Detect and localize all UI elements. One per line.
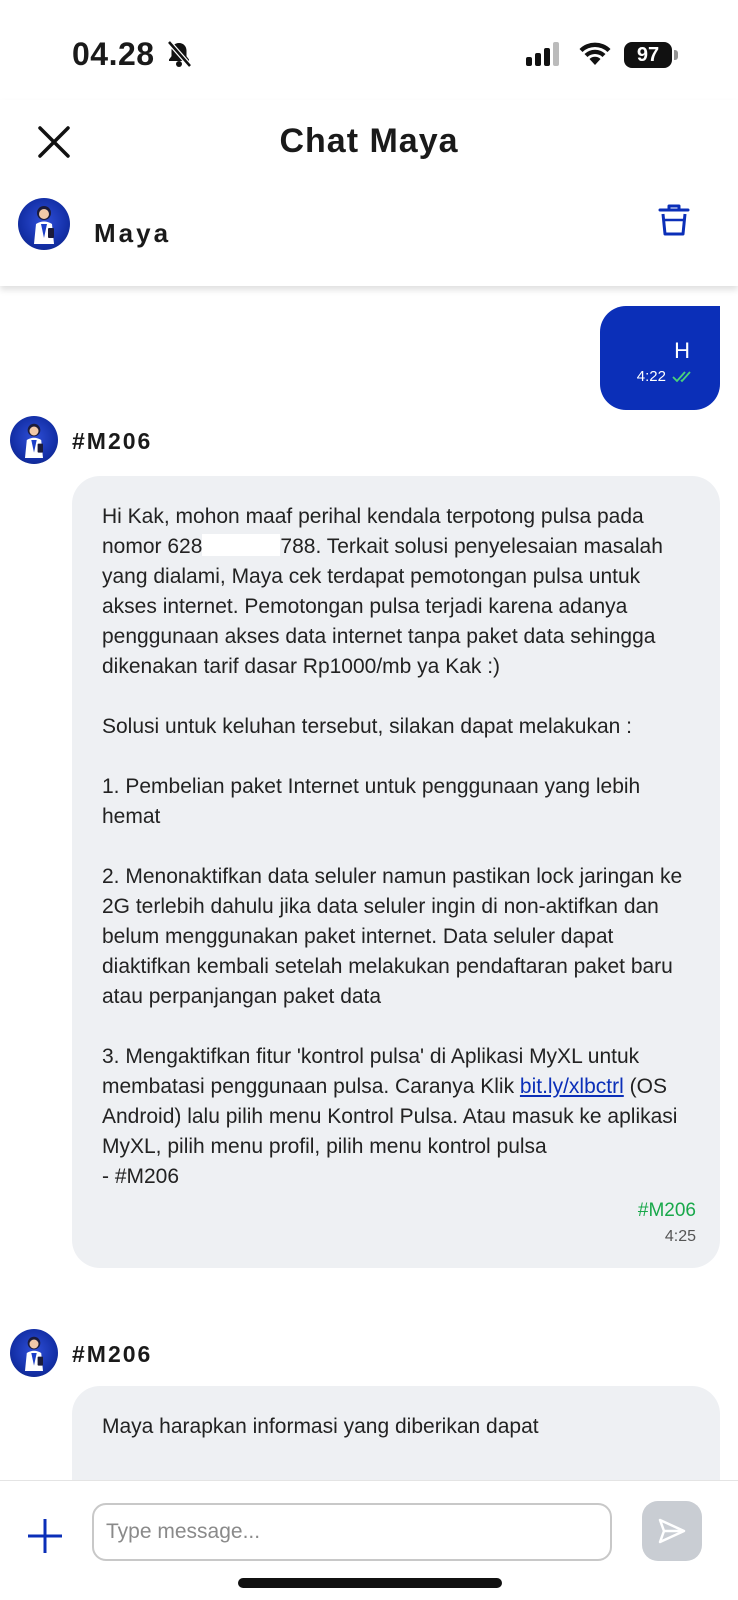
delete-chat-button[interactable] bbox=[654, 200, 694, 240]
message-signature: - #M206 bbox=[102, 1165, 180, 1188]
home-indicator bbox=[238, 1578, 502, 1588]
chat-header bbox=[0, 100, 738, 286]
message-body: Maya harapkan informasi yang diberikan dapat bbox=[102, 1415, 539, 1438]
incoming-message bbox=[72, 476, 720, 1268]
message-input[interactable] bbox=[92, 1503, 612, 1561]
sender-name: #M206 bbox=[72, 428, 153, 454]
outgoing-message bbox=[600, 306, 720, 410]
message-paragraph: 2. Menonaktifkan data seluler namun pastikan lock jaringan ke 2G terlebih dahulu jika data seluler ingin di non-aktifkan dan belum menggunakan paket internet. Data seluler dapat diaktifkan kembali setelah melakukan pendaftaran paket baru atau perpanjangan paket data bbox=[102, 865, 689, 1008]
message-paragraph: Hi Kak, mohon maaf perihal kendala terpotong pulsa pada nomor 628 bbox=[102, 505, 650, 558]
message-time: 4:22 bbox=[636, 368, 666, 385]
message-paragraph: 788. Terkait solusi penyelesaian masalah yang dialami, Maya cek terdapat pemotongan pulsa untuk akses internet. Pemotongan pulsa terjadi karena adanya penggunaan akses data internet tanpa paket data sehingga dikenakan tarif dasar Rp1000/mb ya Kak :) bbox=[102, 535, 669, 678]
double-check-icon bbox=[672, 370, 696, 384]
message-body bbox=[102, 502, 696, 1192]
wifi-icon bbox=[578, 40, 612, 71]
message-time: 4:25 bbox=[664, 1228, 696, 1245]
message-paragraph: (OS Android) lalu pilih menu Kontrol Pulsa. Atau masuk ke aplikasi MyXL, pilih menu profil, pilih menu kontrol pulsa bbox=[102, 1075, 684, 1158]
message-paragraph: Solusi untuk keluhan tersebut, silakan dapat melakukan : bbox=[102, 715, 632, 738]
message-paragraph: 3. Mengaktifkan fitur 'kontrol pulsa' di Aplikasi MyXL untuk membatasi penggunaan pulsa. Caranya Klik bbox=[102, 1045, 646, 1098]
message-text: H bbox=[674, 338, 690, 363]
plus-icon bbox=[24, 1515, 66, 1557]
message-paragraph: 1. Pembelian paket Internet untuk penggunaan yang lebih hemat bbox=[102, 775, 647, 828]
trash-icon bbox=[654, 200, 694, 240]
status-time: 04.28 bbox=[72, 36, 155, 72]
incoming-message bbox=[72, 1386, 720, 1480]
redacted-number bbox=[202, 534, 280, 556]
bell-slash-icon bbox=[166, 40, 192, 73]
signal-icon bbox=[526, 42, 562, 71]
kontrol-pulsa-link[interactable]: bit.ly/xlbctrl bbox=[519, 1075, 624, 1098]
battery-tip bbox=[674, 50, 678, 60]
status-bar bbox=[0, 0, 738, 100]
attach-button[interactable] bbox=[24, 1515, 66, 1557]
chat-messages[interactable] bbox=[0, 286, 738, 1480]
agent-tag: #M206 bbox=[637, 1200, 696, 1221]
send-button[interactable] bbox=[642, 1501, 702, 1561]
avatar bbox=[10, 1329, 58, 1377]
agent-info bbox=[18, 198, 738, 254]
avatar bbox=[18, 198, 70, 250]
sender-name: #M206 bbox=[72, 1341, 153, 1367]
page-title: Chat Maya bbox=[279, 122, 459, 160]
send-icon bbox=[657, 1517, 687, 1545]
agent-name: Maya bbox=[94, 218, 172, 248]
battery-indicator: 97 bbox=[624, 42, 672, 68]
avatar bbox=[10, 416, 58, 464]
